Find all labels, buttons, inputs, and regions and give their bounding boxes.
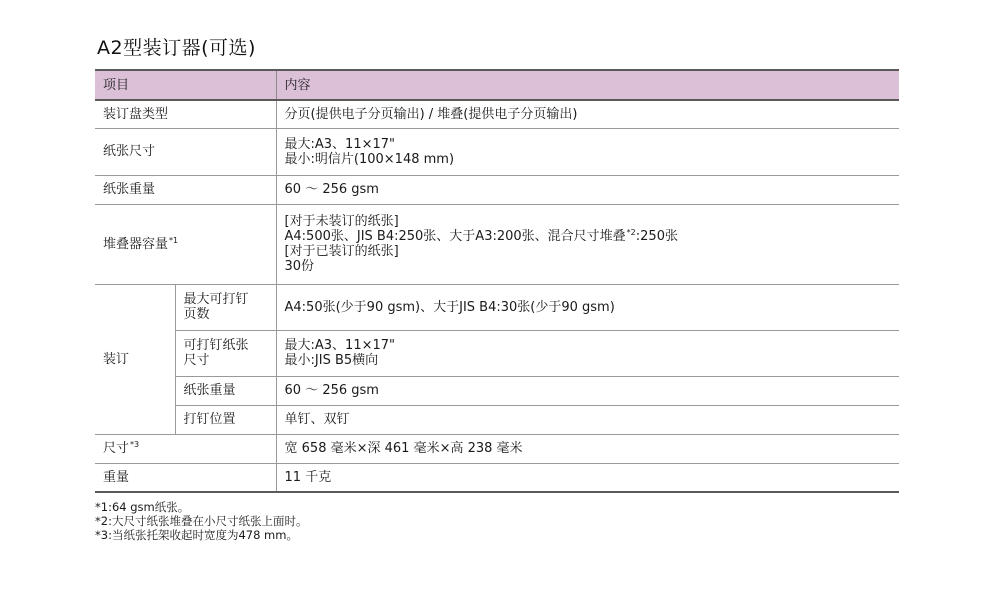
row-content [276,100,899,128]
content-text: 最小:明信片(100×148 mm) [284,151,455,167]
table-row [95,376,899,405]
content-line [285,137,892,152]
row-label [95,175,276,204]
content-line [285,259,892,274]
content-text: 60 ～ 256 gsm [284,383,379,398]
subrow-label-line: 尺寸 [183,353,210,368]
row-content [276,463,899,492]
content-text: 11 千克 [284,469,332,485]
footnote-ref: *1 [169,235,179,245]
table-row [95,463,899,492]
subrow-label-line: 纸张重量 [183,383,236,398]
content-line [285,383,892,398]
row-content [276,175,899,204]
table-row [95,175,899,204]
table-row [95,204,899,284]
content-line [285,338,892,353]
subrow-label-line: 最大可打钉 [183,292,249,307]
row-label [95,284,175,434]
content-line [285,182,892,197]
row-label-text: 堆叠器容量 [103,236,169,252]
content-line [285,300,892,315]
table-row [95,128,899,175]
content-text: [对于未装订的纸张] [284,214,399,229]
table-header-row [95,70,899,100]
content-line [285,107,892,122]
subrow-label-line: 可打钉纸张 [183,338,249,353]
content-text: 最大:A3、11×17" [284,338,396,353]
row-label-text: 重量 [103,469,130,485]
spec-table [95,69,899,493]
content-text: 分页(提供电子分页输出) / 堆叠(提供电子分页输出) [284,106,578,122]
subrow-label [175,284,276,330]
header-item: 项目 [95,70,276,100]
content-line [285,244,892,259]
content-text: [对于已装订的纸张] [284,244,399,259]
footnote: *3:当纸张托架收起时宽度为478 mm。 [95,528,298,542]
content-line [285,229,892,244]
footnote: *1:64 gsm纸张。 [95,500,190,514]
table-row [95,284,899,330]
table-row [95,434,899,463]
row-content [276,284,899,330]
row-content [276,128,899,175]
row-content [276,405,899,434]
content-text: 最小:JIS B5横向 [284,353,379,368]
content-line [285,214,892,229]
content-text: 宽 658 毫米×深 461 毫米×高 238 毫米 [284,441,523,456]
content-line [285,353,892,368]
row-label [95,100,276,128]
row-label-text: 装订 [103,351,130,367]
footnotes [95,500,307,542]
content-text: A4:50张(少于90 gsm)、大于JIS B4:30张(少于90 gsm) [284,299,615,315]
row-label-text: 尺寸 [103,441,130,456]
row-content [276,330,899,376]
content-text: A4:500张、JIS B4:250张、大于A3:200张、混合尺寸堆叠 [284,229,626,244]
row-label [95,128,276,175]
content-text: 60 ～ 256 gsm [284,182,379,197]
content-text: 30份 [284,259,315,274]
header-content: 内容 [276,70,899,100]
row-label [95,463,276,492]
content-line [285,441,892,456]
content-line [285,412,892,427]
table-row [95,405,899,434]
subrow-label [175,376,276,405]
subrow-label [175,330,276,376]
content-text: 最大:A3、11×17" [284,136,396,152]
footnote-ref: *2 [626,228,636,237]
footnote: *2:大尺寸纸张堆叠在小尺寸纸张上面时。 [95,514,308,528]
spec-table-body [95,100,899,492]
row-label [95,434,276,463]
content-line [285,470,892,485]
content-line [285,152,892,167]
table-row [95,100,899,128]
row-content [276,434,899,463]
table-row [95,330,899,376]
content-text-after: :250张 [635,229,678,244]
row-label [95,204,276,284]
subrow-label [175,405,276,434]
row-label-text: 纸张尺寸 [103,144,156,159]
content-text: 单钉、双钉 [284,412,350,427]
page-title: A2型装订器(可选) [97,37,256,59]
row-content [276,204,899,284]
row-label-text: 装订盘类型 [103,106,169,122]
footnote-ref: *3 [130,440,140,449]
row-label-text: 纸张重量 [103,182,156,197]
subrow-label-line: 打钉位置 [183,412,236,427]
subrow-label-line: 页数 [183,307,210,322]
row-content [276,376,899,405]
